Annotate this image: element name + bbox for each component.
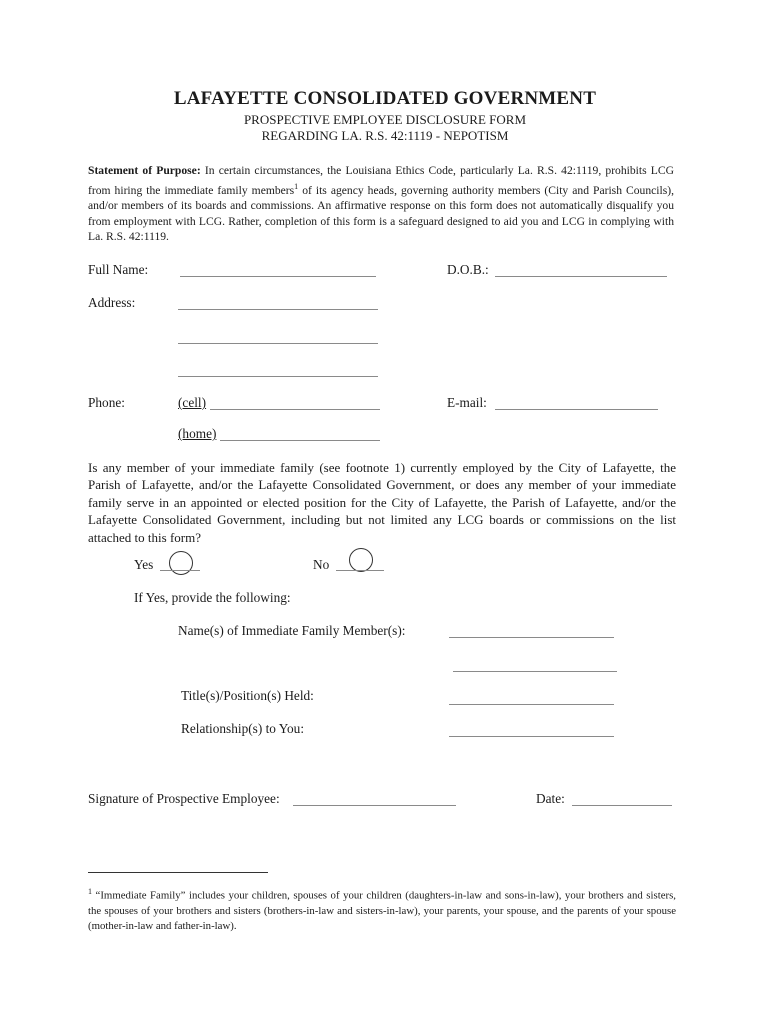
no-underline: [336, 558, 384, 571]
address-line-2[interactable]: [178, 329, 378, 344]
footnote-text: “Immediate Family” includes your children, spouses of your children (daughters-in-law and sons-in-law), your brothers and sisters, the spouses of your brothers and sisters (brothers-in-law and sisters-in-law), your parents, your spouse, and the parents of your spouse (mother-in-law and father-in-law).: [88, 889, 676, 933]
footnote: [88, 884, 676, 935]
no-label: No: [313, 557, 330, 572]
purpose-footnote-mark: 1: [294, 181, 299, 191]
purpose-label: Statement of Purpose:: [88, 164, 201, 177]
statement-of-purpose: [88, 163, 674, 245]
full-name-label: Full Name:: [88, 262, 149, 277]
full-name-field[interactable]: [180, 262, 376, 277]
email-label: E-mail:: [447, 395, 487, 410]
titles-label: Title(s)/Position(s) Held:: [181, 688, 314, 703]
titles-field[interactable]: [449, 690, 614, 705]
date-label: Date:: [536, 791, 565, 806]
footnote-divider: [88, 862, 268, 873]
purpose-text-2: of its agency heads, governing authority members (City and Parish Councils), and/or members of its boards and commissions. An affirmative response on this form does not automatically disqualify you from employment with LCG. Rather, completion of this form is a safeguard designed to aid you and LCG in complying with La. R.S. 42:1119.: [88, 183, 674, 244]
yes-label: Yes: [134, 557, 154, 572]
dob-label: D.O.B.:: [447, 262, 489, 277]
home-label: (home): [178, 426, 217, 441]
cell-label: (cell): [178, 395, 207, 410]
cell-phone-field[interactable]: [210, 395, 380, 410]
purpose-text-1: In certain circumstances, the Louisiana Ethics Code, particularly La. R.S. 42:1119, prohibits LCG from hiring the immediate family members: [88, 164, 674, 197]
form-subtitle-1: PROSPECTIVE EMPLOYEE DISCLOSURE FORM: [243, 112, 527, 127]
immediate-family-question: Is any member of your immediate family (see footnote 1) currently employed by the City of Lafayette, the Parish of Lafayette, and/or the Lafayette Consolidated Government, or does any member of your immediate family serve in an appointed or elected position for the City of Lafayette, the Parish of Lafayette, and/or the Lafayette Consolidated Government, including but not limited any LCG boards or commissions on the list attached to this form?: [88, 460, 676, 545]
relationship-field[interactable]: [449, 722, 614, 737]
yes-underline: [160, 558, 200, 571]
footnote-mark: 1: [88, 887, 92, 896]
address-line-1[interactable]: [178, 295, 378, 310]
form-subtitle-2: REGARDING LA. R.S. 42:1119 - NEPOTISM: [261, 128, 509, 143]
form-title: LAFAYETTE CONSOLIDATED GOVERNMENT: [173, 88, 597, 109]
signature-label: Signature of Prospective Employee:: [88, 791, 280, 806]
date-field[interactable]: [572, 791, 672, 806]
family-names-field-2[interactable]: [453, 657, 617, 672]
email-field[interactable]: [495, 395, 658, 410]
dob-field[interactable]: [495, 262, 667, 277]
address-line-3[interactable]: [178, 362, 378, 377]
address-label: Address:: [88, 295, 136, 310]
if-yes-label: If Yes, provide the following:: [134, 590, 291, 605]
signature-field[interactable]: [293, 791, 456, 806]
family-names-field-1[interactable]: [449, 623, 614, 638]
relationship-label: Relationship(s) to You:: [181, 721, 305, 736]
family-names-label: Name(s) of Immediate Family Member(s):: [178, 623, 406, 638]
home-phone-field[interactable]: [220, 426, 380, 441]
phone-label: Phone:: [88, 395, 125, 410]
